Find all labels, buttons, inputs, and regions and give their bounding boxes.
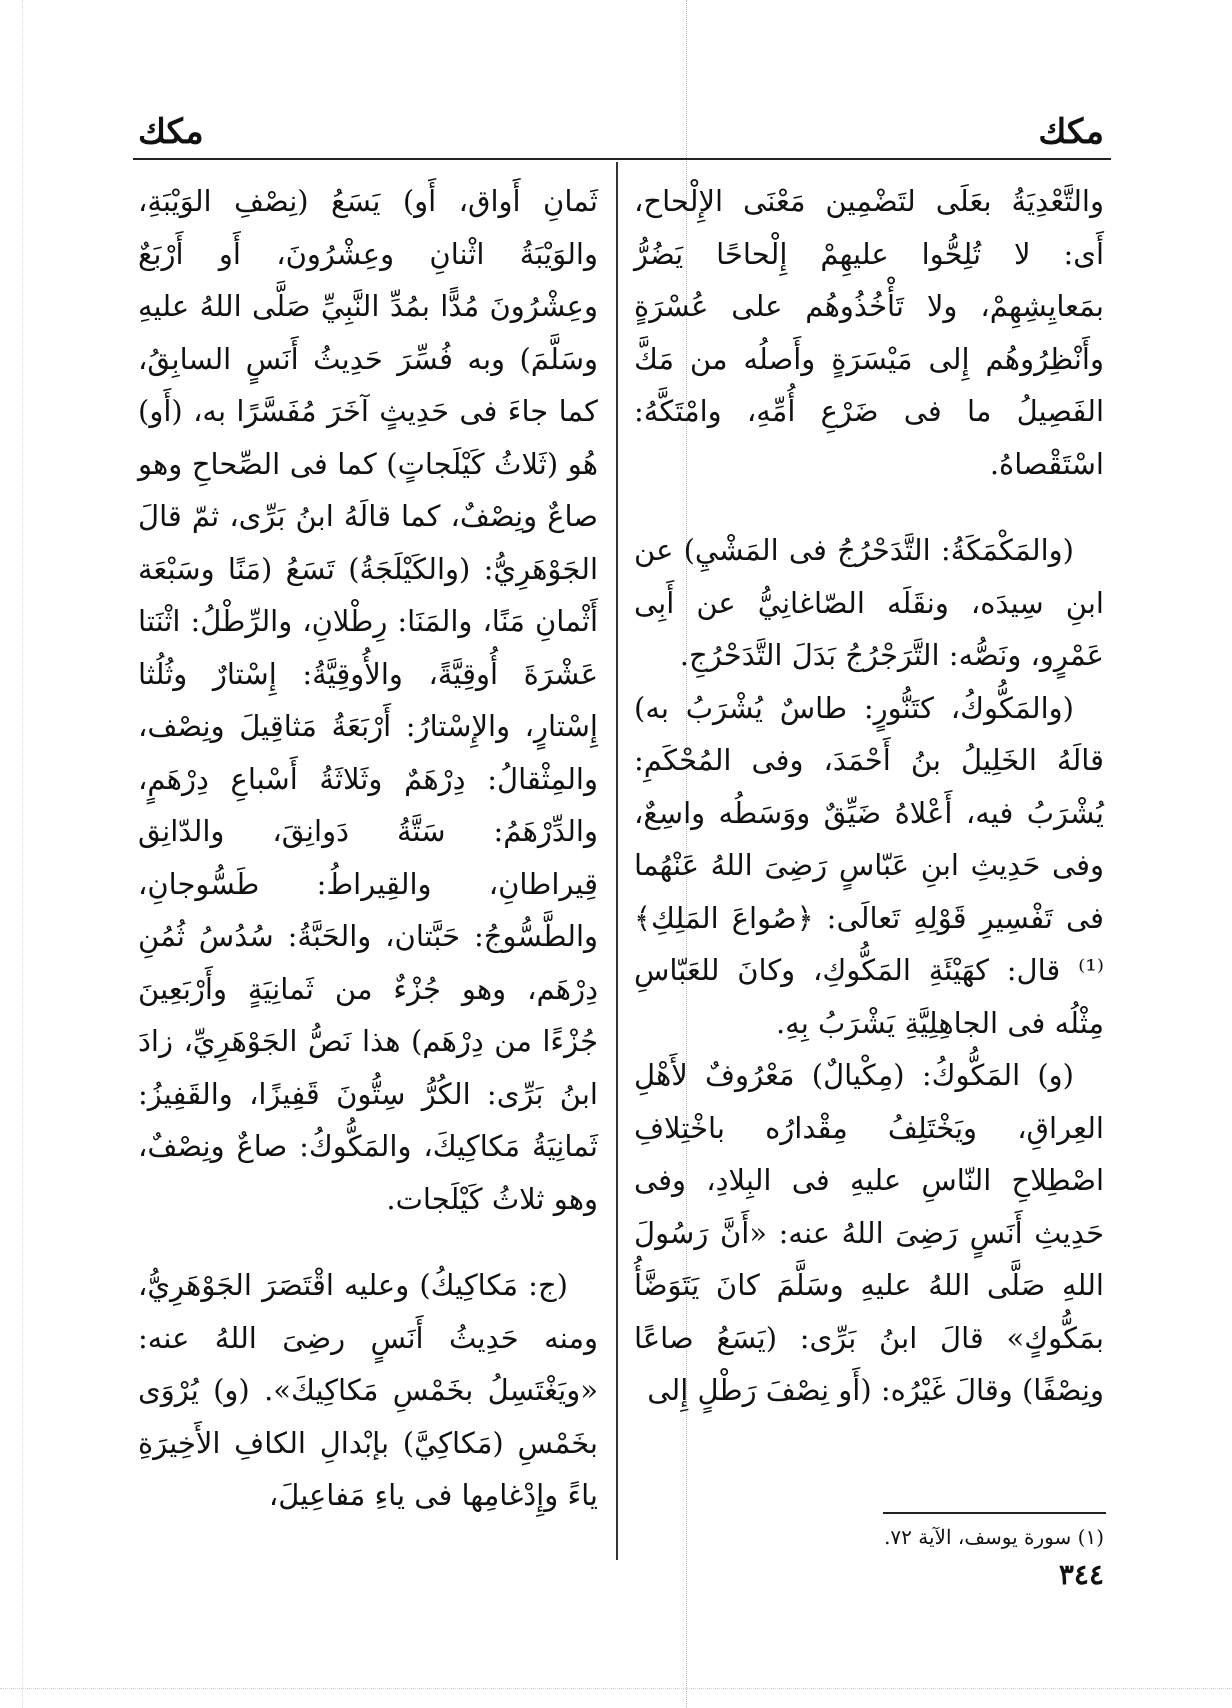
- page-number: ٣٤٤: [1058, 1558, 1104, 1591]
- scan-bottom-line: [0, 1688, 1232, 1689]
- header-word-right: مكك: [1038, 112, 1104, 152]
- right-paragraph-4: (و) المَكُّوكُ: (مِكْيالٌ) مَعْرُوفٌ لأَهْلِ العِراقِ، ويَخْتَلِفُ مِقْدارُه باخْتِلافِ اصْطِلاحِ النّاسِ عليهِ فى البِلادِ، وفى حَدِيثِ أَنَسٍ رَضِىَ اللهُ عنه: «أَنَّ رَسُولَ اللهِ صَلَّى اللهُ عليهِ وسَلَّمَ كانَ يَتَوَضَّأُ بمَكُّوكٍ» قالَ ابنُ بَرِّى: (يَسَعُ صاعًا ونِصْفًا) وقالَ غَيْرُه: (أَو نِصْفَ رَطْلٍ إِلى: [634, 1058, 1104, 1407]
- header-word-left: مكك: [138, 112, 204, 152]
- left-paragraph-1: ثَمانِ أَواق، أَو) يَسَعُ (نِصْفِ الوَيْبَةِ، والوَيْبَةُ اثْنانِ وعِشْرُونَ، أَو أَرْبَعٌ وعِشْرُونَ مُدًّا بمُدِّ النَّبِيِّ صَلَّى اللهُ عليهِ وسَلَّمَ) وبه فُسِّرَ حَدِيثُ أَنَسٍ السابِقُ، كما جاءَ فى حَدِيثٍ آخَرَ مُفَسَّرًا به، (أَو) هُو (ثَلاثُ كَيْلَجاتٍ) كما فى الصِّحاحِ وهو صاعٌ ونِصْفٌ، كما قالَهُ ابنُ بَرِّى، ثمّ قالَ الجَوْهَرِيُّ: (والكَيْلَجَةُ) تَسَعُ (مَنًا وسَبْعَة أَثْمانِ مَنًا، والمَنَا: رِطْلانِ، والرِّطْلُ: اثْنَتا عَشْرَةَ أُوقِيَّةً، والأُوقِيَّةُ: إِسْتارٌ وثُلُثا إِسْتارٍ، والإِسْتارُ: أَرْبَعَةُ مَثاقِيلَ ونِصْف، والمِثْقالُ: دِرْهَمٌ وثَلاثَةُ أَسْباعِ دِرْهَمٍ، والدِّرْهَمُ: سَتَّةُ دَوانِقَ، والدّانِق قِيراطانِ، والقِيراطُ: طَسُّوجانِ، والطَّسُّوجُ: حَبَّتان، والحَبَّةُ: سُدُسُ ثُمُنِ دِرْهَم، وهو جُزْءٌ من ثَمانِيَةٍ وأَرْبَعِينَ جُزْءًا من دِرْهَم) هذا نَصُّ الجَوْهَرِيِّ، زادَ ابنُ بَرِّى: الكُرُّ سِتُّونَ قَفِيزًا، والقَفِيزُ: ثَمانِيَةُ مَكاكِيكَ، والمَكُّوكُ: صاعٌ ونِصْفٌ، وهو ثلاثُ كَيْلَجات.: [138, 184, 598, 1216]
- footnote: (١) سورة يوسف، الآية ٧٢.: [884, 1525, 1104, 1549]
- paragraph-gap: [138, 1225, 598, 1259]
- footnote-rule: [883, 1512, 1106, 1514]
- right-paragraph-1: والتَّعْدِيَةُ بعَلَى لتَضْمِين مَعْنَى الإِلْحاح، أَى: لا تُلِحُّوا عليهِمْ إِلْحاحًا يَضُرُّ بمَعايِشِهِمْ، ولا تَأْخُذُوهُم على عُسْرَةٍ وأَنْظِرُوهُم إِلى مَيْسَرَةٍ وأَصلُه من مَكَّ الفَصِيلُ ما فى ضَرْعِ أُمِّهِ، وامْتَكَّهُ: اسْتَقْصاهُ.: [634, 184, 1104, 481]
- right-paragraph-3: (والمَكُّوكُ، كتَنُّورٍ: طاسٌ يُشْرَبُ به) قالَهُ الخَلِيلُ بنُ أَحْمَدَ، وفى المُحْكَمِ: يُشْرَبُ فيه، أَعْلاهُ ضَيِّقٌ ووَسَطُه واسِعٌ، وفى حَدِيثِ ابنِ عَبّاسٍ رَضِىَ اللهُ عَنْهُما فى تَفْسِيرِ قَوْلِهِ تَعالَى: ﴿صُواعَ المَلِكِ﴾⁽¹⁾ قال: كهَيْئَةِ المَكُّوكِ، وكانَ للعَبّاسِ مِثْلُه فى الجاهِلِيَّةِ يَشْرَبُ بِهِ.: [634, 690, 1104, 1040]
- paragraph-gap: [634, 490, 1104, 524]
- right-column: [634, 175, 1104, 1417]
- right-paragraph-2: (والمَكْمَكَةُ: التَّدَحْرُجُ فى المَشْيِ) عن ابنِ سِيدَه، ونقَلَه الصّاغانِيُّ عن أَبِى عَمْرٍو، ونَصُّه: التَّرَجْرُجُ بَدَلَ التَّدَحْرُجِ.: [634, 533, 1104, 672]
- scan-edge-line: [22, 0, 23, 1708]
- header-rule: [133, 158, 1111, 160]
- left-paragraph-2: (ج: مَكاكِيكُ) وعليه اقْتَصَرَ الجَوْهَرِيُّ، ومنه حَدِيثُ أَنَسٍ رضِىَ اللهُ عنه: «ويَغْتَسِلُ بخَمْسِ مَكاكِيكَ». (و) يُرْوَى بخَمْسِ (مَكاكِيَّ) بإبْدالِ الكافِ الأَخِيرَةِ ياءً وإِدْغامِها فى ياءِ مَفاعِيلَ،: [138, 1268, 598, 1512]
- left-column: [138, 175, 598, 1522]
- column-divider: [616, 162, 618, 1560]
